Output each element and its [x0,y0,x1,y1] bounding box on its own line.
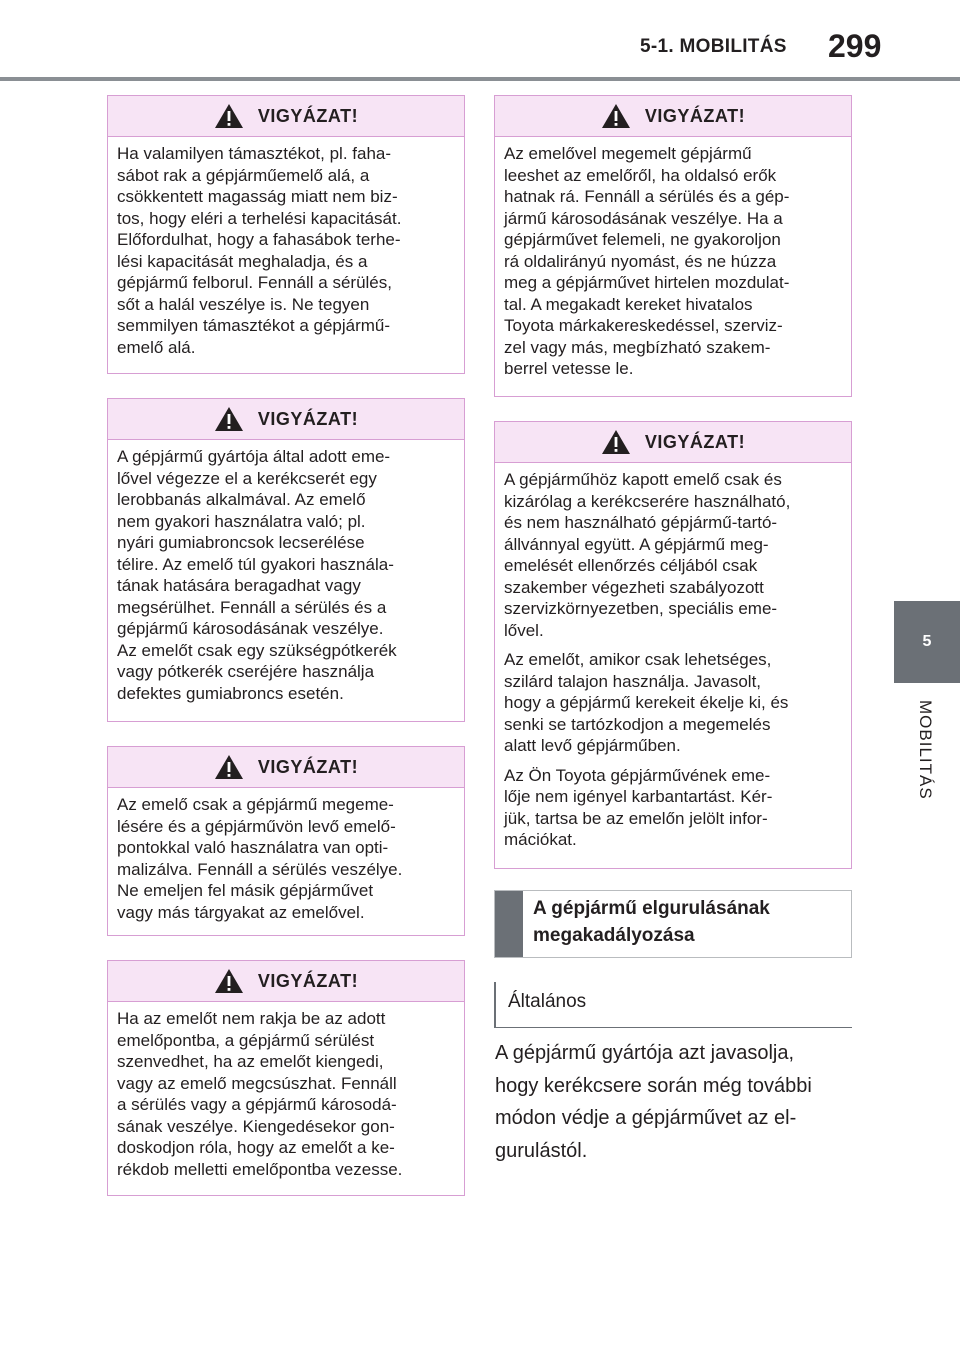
warning-body [495,137,851,390]
warning-box [107,960,465,1196]
warning-text: Az emelő csak a gépjármű megeme- lésére és a gépjárművön levő emelő- pontokkal való használatra van opti- malizálva. Fennáll a sérülés veszélye. Ne emeljen fel másik gépjárművet vagy más tárgyakat az emelővel. [117,795,403,922]
warning-text: Ha az emelőt nem rakja be az adott emelőpontba, a gépjármű sérülést szenvedhet, ha az emelőt kiengedi, vagy az emelő megcsúszhat. Fennáll a sérülés vagy a gépjármű károsodá- sának veszélye. Kiengedésekor gon- doskodjon róla, hogy az emelőt a ke- rékdob melletti emelőpontba vezesse. [117,1009,403,1179]
warning-triangle-icon [601,103,631,129]
warning-text: Az emelőt, amikor csak lehetséges, szilárd talajon használja. Javasolt, hogy a gépjármű kerekeit ékelje ki, és senki se tartózkodjon a megemelés alatt levő gépjárműben. [504,650,789,755]
warning-body [108,788,464,933]
page-number: 299 [828,28,882,64]
section-heading-box [494,890,852,958]
warning-body [108,1002,464,1190]
warning-header [495,422,851,463]
warning-text: Ha valamilyen támasztékot, pl. faha- sábot rak a gépjárműemelő alá, a csökkentett magasság miatt nem biz- tos, hogy eléri a terhelési kapacitását. Előfordulhat, hogy a fahasábok terhe- lési kapacitását meghaladja, és a gépjármű felborul. Fennáll a sérülés, sőt a halál veszélye is. Ne tegyen semmilyen támasztékot a gépjármű- emelő alá. [117,144,402,357]
warning-box [494,421,852,869]
body-paragraph: A gépjármű gyártója azt javasolja, hogy kerékcsere során még további módon védje a gépjárművet az el- gurulástól. [495,1042,812,1162]
warning-header [108,747,464,788]
warning-triangle-icon [601,429,631,455]
warning-triangle-icon [214,103,244,129]
warning-title: VIGYÁZAT! [644,431,746,452]
warning-body [495,463,851,861]
warning-title: VIGYÁZAT! [257,970,359,991]
subheading: Általános [494,982,852,1028]
warning-text: A gépjármű gyártója által adott eme- lővel végezze el a kerékcserét egy lerobbanás alkalmával. Az emelő nem gyakori használatra való; pl. nyári gumiabroncsok lecserélése télire. Az emelő túl gyakori használa- tának hatására beragadhat vagy megsérülhet. Fennáll a sérülés és a gépjármű károsodásának veszélye. Az emelőt csak egy szükségpótkerék vagy pótkerék cseréjére használja defektes gumiabroncs esetén. [117,447,397,703]
warning-box [494,95,852,397]
warning-box [107,95,465,374]
warning-triangle-icon [214,754,244,780]
section-title: A gépjármű elgurulásának megakadályozása [533,898,770,946]
warning-text: A gépjárműhöz kapott emelő csak és kizárólag a kerékcserére használható, és nem használható gépjármű-tartó- állvánnyal együtt. A gépjármű meg- emelését ellenőrzés céljából csak szakember végezheti szabályozott szervizkörnyezetben, speciális eme- lővel. [504,470,791,640]
chapter-tab: 5 [894,601,960,683]
warning-title: VIGYÁZAT! [257,756,359,777]
warning-triangle-icon [214,968,244,994]
warning-header [108,399,464,440]
chapter-label: MOBILITÁS [916,700,935,800]
warning-body [108,440,464,714]
warning-box [107,398,465,722]
warning-title: VIGYÁZAT! [257,408,359,429]
warning-triangle-icon [214,406,244,432]
header-section-title: 5-1. MOBILITÁS [640,36,787,57]
warning-box [107,746,465,936]
warning-body [108,137,464,368]
warning-header [495,96,851,137]
warning-text: Az Ön Toyota gépjárművének eme- lője nem igényel karbantartást. Kér- jük, tartsa be az emelőn jelölt infor- mációkat. [504,765,773,849]
header-rule [0,77,960,81]
warning-text: Az emelővel megemelt gépjármű leeshet az emelőről, ha oldalsó erők hatnak rá. Fennáll a sérülés és a gép- jármű károsodásának veszélye. Ha a gépjárművet felemeli, ne gyakoroljon rá oldalirányú nyomást, és ne húzza meg a gépjárművet hirtelen mozdulat- tal. A megakadt kereket hivatalos Toyota márkakereskedéssel, szerviz- zel vagy más, megbízható szakem- berrel vetesse le. [504,144,790,378]
section-heading-bar [495,891,523,957]
warning-title: VIGYÁZAT! [644,105,746,126]
warning-header [108,96,464,137]
warning-header [108,961,464,1002]
warning-title: VIGYÁZAT! [257,105,359,126]
